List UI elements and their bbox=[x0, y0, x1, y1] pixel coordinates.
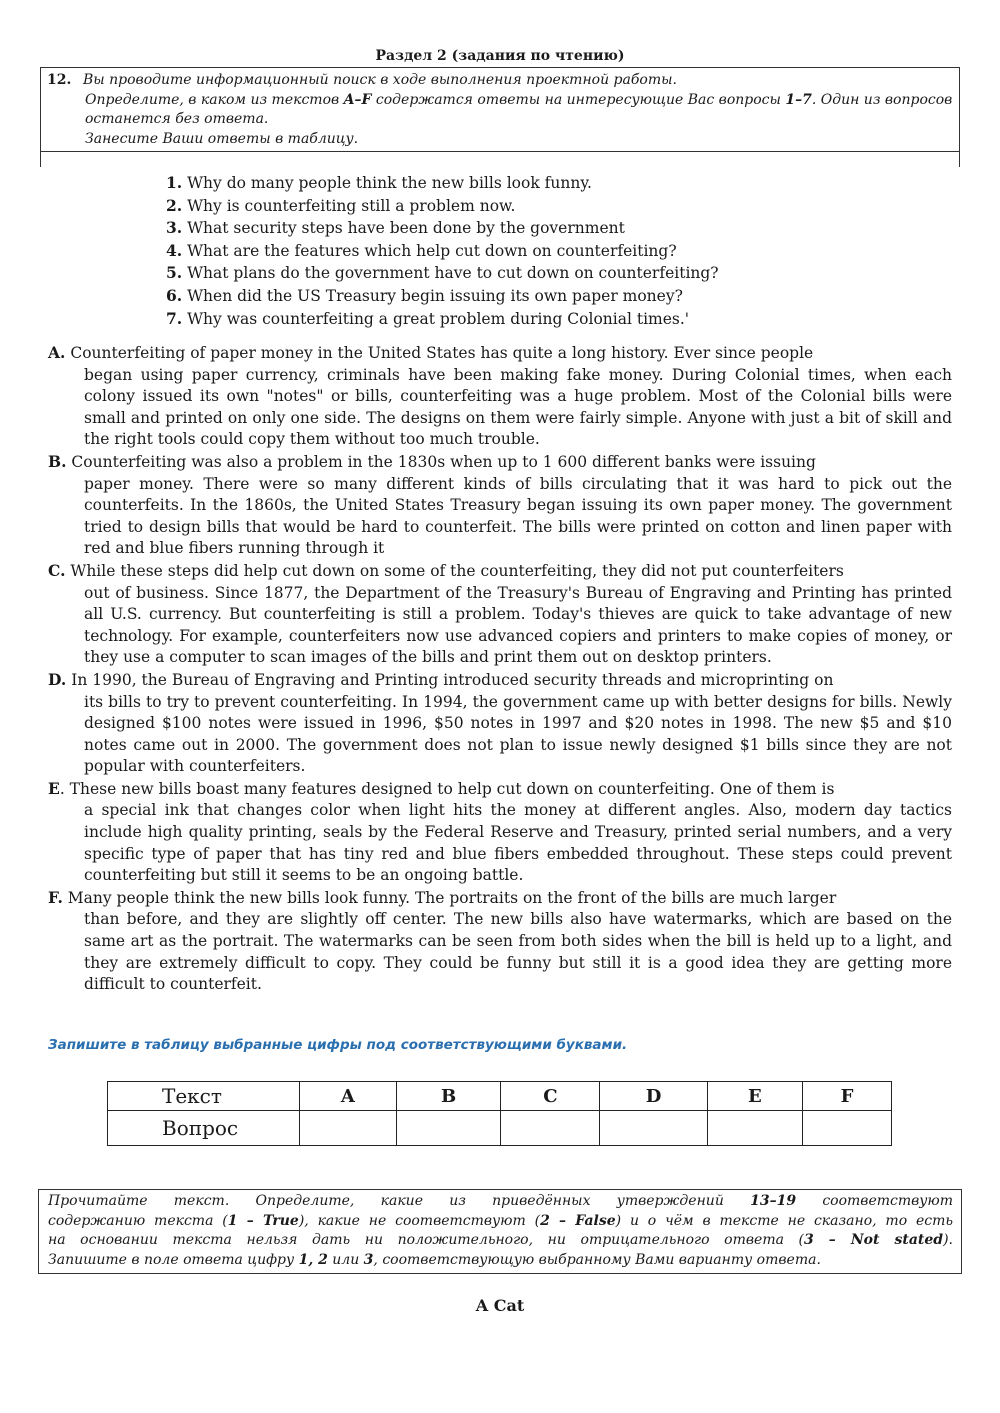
question-item: 6. When did the US Treasury begin issuing its own paper money? bbox=[166, 285, 683, 305]
question-item: 5. What plans do the government have to cut down on counterfeiting? bbox=[166, 263, 719, 283]
section-title: Раздел 2 (задания по чтению) bbox=[375, 48, 625, 64]
task-12-box bbox=[40, 67, 960, 167]
next-text-title: A Cat bbox=[475, 1296, 525, 1315]
passage-list bbox=[48, 342, 952, 996]
question-item: 1. Why do many people think the new bills look funny. bbox=[166, 173, 592, 192]
question-item: 2. Why is counterfeiting still a problem now. bbox=[166, 195, 516, 215]
tf-line-2: содержанию текста (1 – True), какие не соответствуют (2 – False) и о чём в тексте не сказано, то есть bbox=[48, 1212, 953, 1229]
passage-a: A. Counterfeiting of paper money in the United States has quite a long history. Ever since people began using paper currency, criminals have been making fake money. During Colonial times, when each colony issued its own "notes" or bills, counterfeiting was a huge problem. Most of the Colonial bills were small and printed on only one side. The designs on them were fairly simple. Anyone with just a bit of skill and the right tools could copy them without too much trouble. bbox=[48, 343, 952, 449]
answer-cell-d[interactable] bbox=[600, 1111, 707, 1146]
true-false-instruction-box bbox=[38, 1189, 962, 1274]
question-item: 7. Why was counterfeiting a great problem during Colonial times.' bbox=[166, 308, 690, 328]
task-line-3: Занесите Ваши ответы в таблицу. bbox=[85, 131, 359, 147]
column-header-d: D bbox=[600, 1082, 707, 1111]
column-header-e: E bbox=[707, 1082, 802, 1111]
passage-d: D. In 1990, the Bureau of Engraving and Printing introduced security threads and microprinting on its bills to try to prevent counterfeiting. In 1994, the government came up with better designs for bills. Newly designed $100 notes were issued in 1996, $50 notes in 1997 and $20 notes in 1998. The new $5 and $10 notes came out in 2000. The government does not plan to issue newly designed $1 bills since they are not popular with counterfeiters. bbox=[48, 669, 952, 776]
divider bbox=[41, 151, 959, 152]
question-item: 3. What security steps have been done by the government bbox=[166, 218, 625, 238]
tf-line-4: Запишите в поле ответа цифру 1, 2 или 3, соответствующую выбранному Вами варианту ответа. bbox=[48, 1251, 821, 1268]
task-number: 12. bbox=[47, 72, 72, 88]
row-label-text: Текст bbox=[108, 1082, 300, 1111]
passage-b: B. Counterfeiting was also a problem in the 1830s when up to 1 600 different banks were issuing paper money. There were so many different kinds of bills circulating that it was hard to pick out the counterfeits. In the 1860s, the United States Treasury began issuing its own paper money. The government tried to design bills that would be hard to counterfeit. The bills were printed on cotton and linen paper with red and blue fibers running through it bbox=[48, 451, 952, 558]
column-header-f: F bbox=[802, 1082, 891, 1111]
answer-cell-c[interactable] bbox=[501, 1111, 600, 1146]
question-list bbox=[166, 172, 719, 330]
tf-line-3: на основании текста нельзя дать ни положительного, ни отрицательного ответа (3 – Not stated). bbox=[48, 1232, 953, 1248]
column-header-a: A bbox=[300, 1082, 397, 1111]
table-row bbox=[108, 1111, 892, 1146]
answer-cell-b[interactable] bbox=[396, 1111, 501, 1146]
question-item: 4. What are the features which help cut down on counterfeiting? bbox=[166, 240, 677, 260]
table-row bbox=[108, 1082, 892, 1111]
passage-f: F. Many people think the new bills look funny. The portraits on the front of the bills are much larger than before, and they are slightly off center. The new bills also have watermarks, which are based on the same art as the portrait. The watermarks can be seen from both sides when the bill is held up to a light, and they are extremely difficult to copy. They could be funny but still it is a good idea they are getting more difficult to counterfeit. bbox=[48, 887, 952, 994]
task-line-1: Вы проводите информационный поиск в ходе выполнения проектной работы. bbox=[83, 72, 677, 88]
answer-table bbox=[107, 1081, 892, 1146]
table-instruction: Запишите в таблицу выбранные цифры под соответствующими буквами. bbox=[48, 1037, 628, 1053]
task-line-2: Определите, в каком из текстов A–F содержатся ответы на интересующие Вас вопросы 1–7. Один из вопросов останется без ответа. bbox=[85, 92, 953, 127]
column-header-c: C bbox=[501, 1082, 600, 1111]
answer-cell-f[interactable] bbox=[802, 1111, 891, 1146]
answer-cell-a[interactable] bbox=[300, 1111, 397, 1146]
passage-c: C. While these steps did help cut down on some of the counterfeiting, they did not put counterfeiters out of business. Since 1877, the Department of the Treasury's Bureau of Engraving and Printing has printed all U.S. currency. But counterfeiting is still a problem. Today's thieves are quick to take advantage of new technology. For example, counterfeiters now use advanced copiers and printers to make copies of money, or they use a computer to scan images of the bills and print them out on desktop printers. bbox=[48, 560, 952, 667]
passage-e: E. These new bills boast many features designed to help cut down on counterfeiting. One of them is a special ink that changes color when light hits the money at different angles. Also, modern day tactics include high quality printing, seals by the Federal Reserve and Treasury, printed serial numbers, and a very specific type of paper that has tiny red and blue fibers embedded throughout. These steps could prevent counterfeiting but still it seems to be an ongoing battle. bbox=[48, 778, 952, 885]
answer-cell-e[interactable] bbox=[707, 1111, 802, 1146]
tf-line-1: Прочитайте текст. Определите, какие из приведённых утверждений 13–19 соответствуют bbox=[48, 1193, 953, 1209]
column-header-b: B bbox=[396, 1082, 501, 1111]
row-label-question: Вопрос bbox=[108, 1111, 300, 1146]
